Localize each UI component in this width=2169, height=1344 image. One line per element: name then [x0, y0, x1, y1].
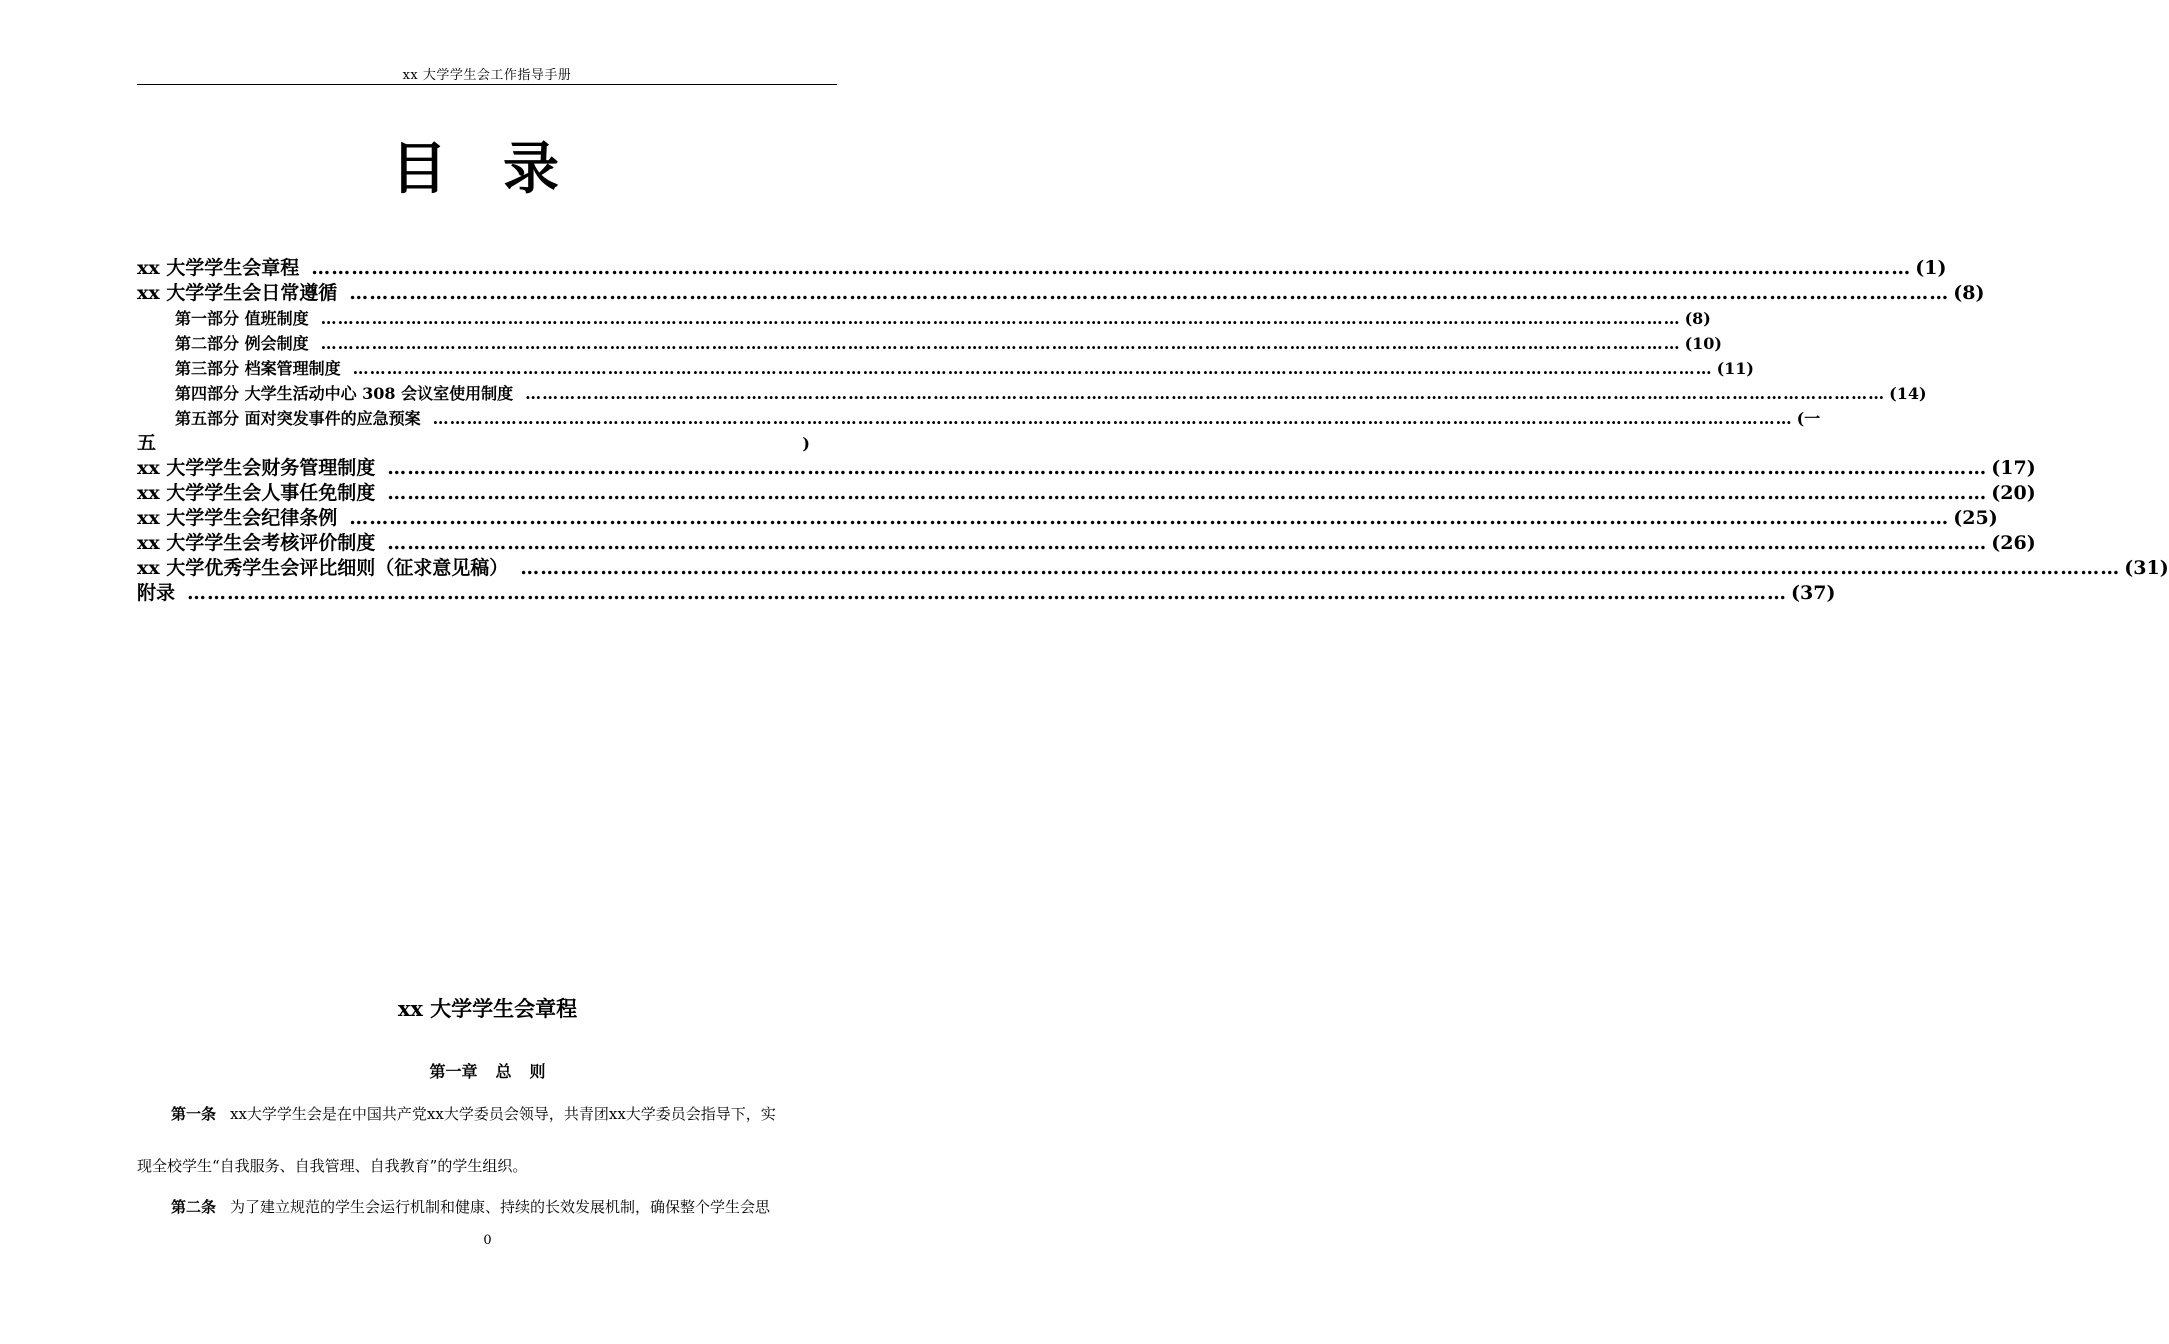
toc-entry-page: (1)	[1915, 257, 1947, 279]
toc-entry-title: 第一部分 值班制度	[175, 309, 309, 328]
leader-dots: ……………………………………………………………………………………………………………………………………………………………………………………………………………………	[387, 457, 1988, 479]
toc-entry-page: (8)	[1684, 309, 1711, 328]
article-1-label: 第一条	[171, 1105, 217, 1123]
toc-entry[interactable]	[137, 581, 1836, 606]
toc-title	[0, 125, 950, 205]
page-number: 0	[483, 1233, 492, 1248]
table-of-contents	[137, 256, 2169, 606]
document-title: xx 大学学生会章程	[397, 996, 578, 1021]
leader-dots: ……………………………………………………………………………………………………………………………………………………………………………………………………………………	[432, 409, 1793, 428]
toc-entry-page: (26)	[1991, 532, 2036, 554]
toc-entry-page: (20)	[1991, 482, 2036, 504]
toc-entry[interactable]	[137, 481, 2036, 506]
leader-dots: ……………………………………………………………………………………………………………………………………………………………………………………………………………………	[387, 482, 1988, 504]
toc-entry-page: (17)	[1991, 457, 2036, 479]
toc-entry-title: 第二部分 例会制度	[175, 334, 309, 353]
toc-entry-page: (31)	[2124, 557, 2169, 579]
running-header: xx 大学学生会工作指导手册	[402, 68, 572, 83]
leader-dots: ……………………………………………………………………………………………………………………………………………………………………………………………………………………	[520, 557, 2121, 579]
chapter-name-2: 则	[529, 1062, 546, 1081]
toc-subentry[interactable]	[137, 406, 1821, 431]
toc-entry[interactable]	[137, 531, 2036, 556]
toc-entry-title: 附录	[137, 582, 176, 604]
toc-subentry[interactable]	[137, 306, 1711, 331]
toc-entry-continuation	[137, 431, 812, 456]
toc-entry-page: (37)	[1791, 582, 1836, 604]
toc-entry[interactable]	[137, 506, 1998, 531]
toc-entry-page: (一	[1796, 409, 1821, 428]
article-2-label: 第二条	[171, 1198, 217, 1216]
toc-entry-title: xx 大学学生会纪律条例	[137, 507, 338, 529]
toc-entry-page: (11)	[1716, 359, 1754, 378]
toc-entry-page: (10)	[1684, 334, 1722, 353]
toc-entry-title: xx 大学学生会章程	[137, 257, 300, 279]
article-1-line-2: 现全校学生“自我服务、自我管理、自我教育”的学生组织。	[137, 1157, 528, 1175]
toc-title-char-2: 录	[503, 137, 559, 202]
toc-subentry[interactable]	[137, 331, 1722, 356]
toc-entry-page: (14)	[1889, 384, 1927, 403]
leader-dots: ……………………………………………………………………………………………………………………………………………………………………………………………………………………	[525, 384, 1886, 403]
toc-entry-title: 第五部分 面对突发事件的应急预案	[175, 409, 421, 428]
chapter-heading	[0, 1059, 975, 1082]
toc-subentry[interactable]	[137, 356, 1754, 381]
header-rule	[137, 84, 837, 85]
article-2-line-1	[137, 1196, 837, 1217]
chapter-name-1: 总	[495, 1062, 512, 1081]
toc-entry-title: xx 大学学生会财务管理制度	[137, 457, 376, 479]
leader-dots: ……………………………………………………………………………………………………………………………………………………………………………………………………………………	[320, 309, 1681, 328]
toc-entry[interactable]	[137, 256, 1947, 281]
chapter-number: 第一章	[429, 1062, 478, 1081]
toc-entry-title: 第三部分 档案管理制度	[175, 359, 341, 378]
toc-entry-title: xx 大学学生会日常遵循	[137, 282, 338, 304]
toc-entry-page: (25)	[1953, 507, 1998, 529]
toc-entry-title: 第四部分 大学生活动中心 308 会议室使用制度	[175, 384, 514, 403]
leader-dots: ……………………………………………………………………………………………………………………………………………………………………………………………………………………	[320, 334, 1681, 353]
leader-dots: ……………………………………………………………………………………………………………………………………………………………………………………………………………………	[187, 582, 1788, 604]
toc-entry[interactable]	[137, 281, 1985, 306]
toc-entry-title: xx 大学学生会人事任免制度	[137, 482, 376, 504]
toc-title-char-1: 目	[391, 137, 447, 202]
article-1-line-1	[137, 1103, 837, 1124]
article-2-text: 为了建立规范的学生会运行机制和健康、持续的长效发展机制，确保整个学生会思	[230, 1198, 771, 1216]
leader-dots: ……………………………………………………………………………………………………………………………………………………………………………………………………………………	[352, 359, 1713, 378]
toc-wrapped-page-left: 五	[137, 432, 157, 454]
toc-entry-title: xx 大学学生会考核评价制度	[137, 532, 376, 554]
leader-dots: ……………………………………………………………………………………………………………………………………………………………………………………………………………………	[311, 257, 1912, 279]
toc-entry-page: (8)	[1953, 282, 1985, 304]
leader-dots: ……………………………………………………………………………………………………………………………………………………………………………………………………………………	[387, 532, 1988, 554]
toc-entry[interactable]	[137, 456, 2036, 481]
toc-subentry[interactable]	[137, 381, 1927, 406]
toc-entry-title: xx 大学优秀学生会评比细则（征求意见稿）	[137, 557, 509, 579]
toc-entry[interactable]	[137, 556, 2169, 581]
toc-wrapped-page-right: )	[802, 434, 810, 453]
article-1-text: xx大学学生会是在中国共产党xx大学委员会领导，共青团xx大学委员会指导下，实	[230, 1105, 776, 1123]
leader-dots: ……………………………………………………………………………………………………………………………………………………………………………………………………………………	[349, 507, 1950, 529]
leader-dots: ……………………………………………………………………………………………………………………………………………………………………………………………………………………	[349, 282, 1950, 304]
